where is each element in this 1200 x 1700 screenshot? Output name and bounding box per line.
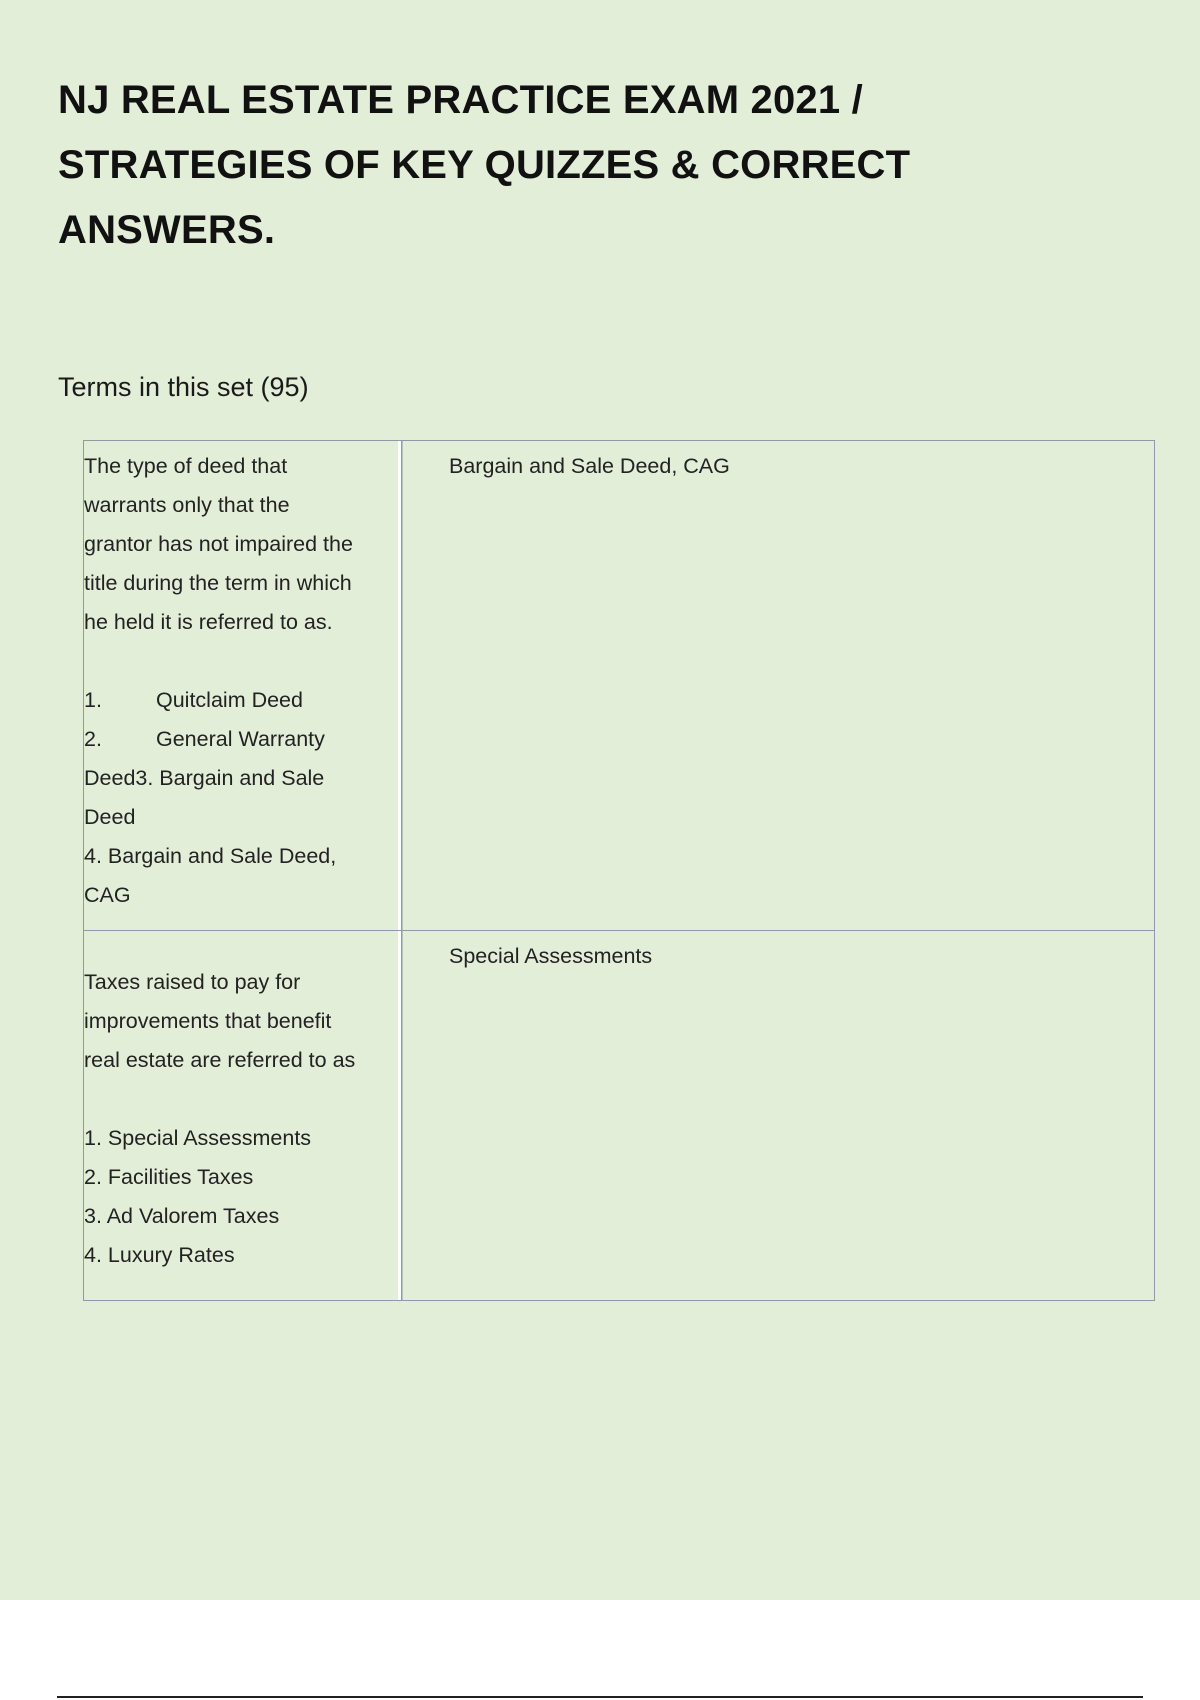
- question-line: real estate are referred to as: [84, 1048, 356, 1072]
- option-number: 2.: [84, 727, 102, 751]
- option-line: 4. Luxury Rates: [84, 1243, 235, 1267]
- title-line: NJ REAL ESTATE PRACTICE EXAM 2021 /: [58, 78, 863, 122]
- option-line: 1. Special Assessments: [84, 1126, 312, 1150]
- terms-count-heading: Terms in this set (95): [58, 372, 309, 402]
- term-cell: [84, 931, 401, 1300]
- question-line: The type of deed that: [84, 454, 288, 478]
- flashcard-row: [84, 441, 1154, 930]
- question-line: grantor has not impaired the: [84, 532, 353, 556]
- question-line: he held it is referred to as.: [84, 610, 333, 634]
- option-line: 2. Facilities Taxes: [84, 1165, 254, 1189]
- definition-cell: [401, 441, 1154, 930]
- term-cell: [84, 441, 401, 930]
- option-line: 4. Bargain and Sale Deed,: [84, 844, 337, 868]
- question-line: title during the term in which: [84, 571, 352, 595]
- option-line: Deed3. Bargain and Sale: [84, 766, 325, 790]
- footer-divider: [57, 1696, 1143, 1698]
- answer-text: Special Assessments: [449, 944, 653, 968]
- spacer: [84, 642, 398, 681]
- flashcard-table: [83, 440, 1155, 1301]
- flashcard-row: [84, 930, 1154, 1300]
- option-line: CAG: [84, 883, 131, 907]
- option-line: 3. Ad Valorem Taxes: [84, 1204, 280, 1228]
- title-line: ANSWERS.: [58, 208, 276, 252]
- option-line: Deed: [84, 805, 136, 829]
- option-line: [84, 681, 398, 720]
- document-title: [58, 68, 958, 263]
- option-line: [84, 720, 398, 759]
- option-number: 1.: [84, 688, 102, 712]
- question-line: Taxes raised to pay for: [84, 970, 301, 994]
- title-line: STRATEGIES OF KEY QUIZZES & CORRECT: [58, 143, 911, 187]
- option-text: General Warranty: [156, 727, 325, 751]
- definition-cell: [401, 931, 1154, 1300]
- spacer: [84, 1080, 398, 1119]
- question-line: improvements that benefit: [84, 1009, 332, 1033]
- question-line: warrants only that the: [84, 493, 290, 517]
- answer-text: Bargain and Sale Deed, CAG: [449, 454, 730, 478]
- option-text: Quitclaim Deed: [156, 688, 303, 712]
